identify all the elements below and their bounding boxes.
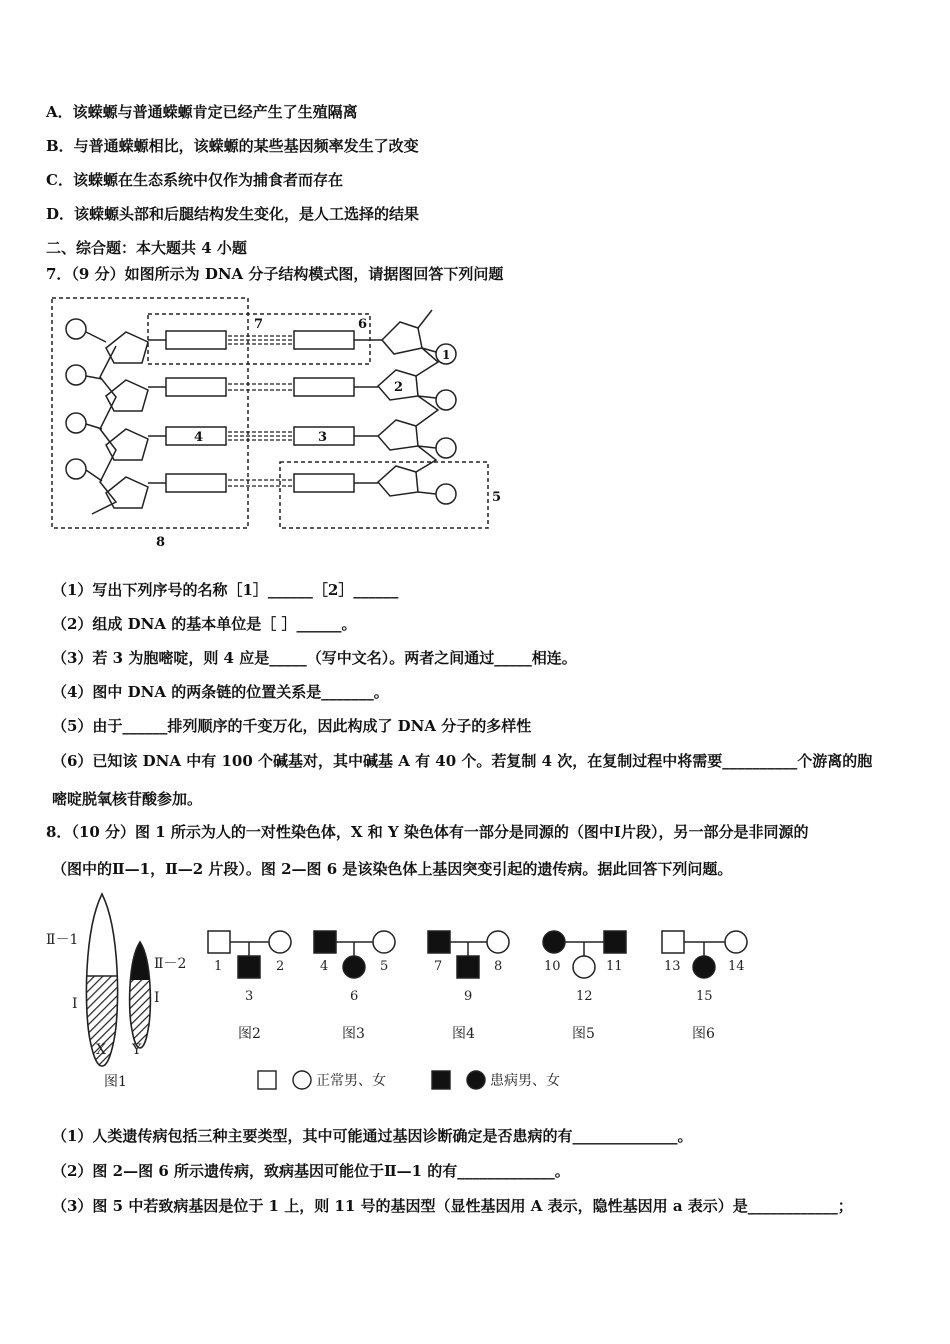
dna-structure-diagram (44, 292, 514, 554)
q7-sub-6-cont: 嘧啶脱氧核苷酸参加。 (52, 790, 203, 808)
label-4: 4 (194, 430, 204, 445)
q8-sub-2: （2）图 2—图 6 所示遗传病，致病基因可能位于Ⅱ—1 的有_____________。 (52, 1162, 570, 1180)
ind-14: 14 (728, 959, 745, 974)
fig3-caption: 图3 (342, 1026, 365, 1042)
label-2: 2 (394, 380, 404, 395)
label-6: 6 (358, 317, 368, 332)
label-I-right: Ⅰ (154, 990, 160, 1006)
q8-title: 8．（10 分）图 1 所示为人的一对性染色体，X 和 Y 染色体有一部分是同源的（图中Ⅰ片段），另一部分是非同源的 (46, 823, 809, 841)
option-b: B．与普通蝾螈相比，该蝾螈的某些基因频率发生了改变 (46, 137, 419, 155)
label-1: 1 (442, 348, 451, 362)
ind-4: 4 (320, 959, 329, 974)
label-x: X (96, 1042, 106, 1058)
option-c: C．该蝾螈在生态系统中仅作为捕食者而存在 (46, 171, 343, 189)
section-heading: 二、综合题：本大题共 4 小题 (46, 239, 247, 257)
label-II-2: Ⅱ－2 (154, 956, 187, 972)
ind-13: 13 (664, 959, 681, 974)
fig1-caption: 图1 (104, 1074, 127, 1090)
legend-affected: 患病男、女 (490, 1073, 560, 1089)
ind-1: 1 (214, 959, 223, 974)
q7-sub-6: （6）已知该 DNA 中有 100 个碱基对，其中碱基 A 有 40 个。若复制 4 次，在复制过程中将需要__________个游离的胞 (52, 752, 873, 770)
q8-title-cont: （图中的Ⅱ—1，Ⅱ—2 片段）。图 2—图 6 是该染色体上基因突变引起的遗传病。据此回答下列问题。 (52, 860, 733, 878)
ind-15: 15 (696, 989, 713, 1004)
ind-10: 10 (544, 959, 561, 974)
ind-3: 3 (245, 989, 254, 1004)
q7-title: 7．（9 分）如图所示为 DNA 分子结构模式图，请据图回答下列问题 (46, 265, 504, 283)
legend-normal: 正常男、女 (316, 1073, 386, 1089)
label-8: 8 (156, 535, 166, 550)
ind-11: 11 (606, 959, 623, 974)
q7-sub-3: （3）若 3 为胞嘧啶，则 4 应是_____（写中文名）。两者之间通过_____相连。 (52, 649, 577, 667)
q7-sub-4: （4）图中 DNA 的两条链的位置关系是_______。 (52, 683, 389, 701)
fig2-caption: 图2 (238, 1026, 261, 1042)
ind-5: 5 (380, 959, 389, 974)
q7-sub-2: （2）组成 DNA 的基本单位是［ ］______。 (52, 615, 357, 633)
ind-8: 8 (494, 959, 503, 974)
ind-9: 9 (464, 989, 473, 1004)
ind-2: 2 (276, 959, 285, 974)
label-5: 5 (492, 490, 502, 505)
ind-12: 12 (576, 989, 593, 1004)
label-II-1: Ⅱ－1 (46, 932, 79, 948)
ind-7: 7 (434, 959, 443, 974)
ind-6: 6 (350, 989, 359, 1004)
option-a: A．该蝾螈与普通蝾螈肯定已经产生了生殖隔离 (46, 103, 358, 121)
label-7: 7 (254, 317, 264, 332)
label-3: 3 (318, 430, 328, 445)
pedigree-figure (44, 890, 764, 1100)
q8-sub-1: （1）人类遗传病包括三种主要类型，其中可能通过基因诊断确定是否患病的有______________。 (52, 1127, 693, 1145)
q8-sub-3: （3）图 5 中若致病基因是位于 1 上，则 11 号的基因型（显性基因用 A 表示，隐性基因用 a 表示）是____________； (52, 1197, 853, 1215)
fig6-caption: 图6 (692, 1026, 715, 1042)
y-chromosome (128, 942, 154, 1050)
fig5-caption: 图5 (572, 1026, 595, 1042)
label-y: Y (132, 1042, 142, 1058)
label-I-left: Ⅰ (72, 996, 78, 1012)
q7-sub-5: （5）由于______排列顺序的千变万化，因此构成了 DNA 分子的多样性 (52, 717, 532, 735)
option-d: D．该蝾螈头部和后腿结构发生变化，是人工选择的结果 (46, 205, 420, 223)
fig4-caption: 图4 (452, 1026, 475, 1042)
q7-sub-1: （1）写出下列序号的名称［1］______［2］______ (52, 581, 399, 599)
